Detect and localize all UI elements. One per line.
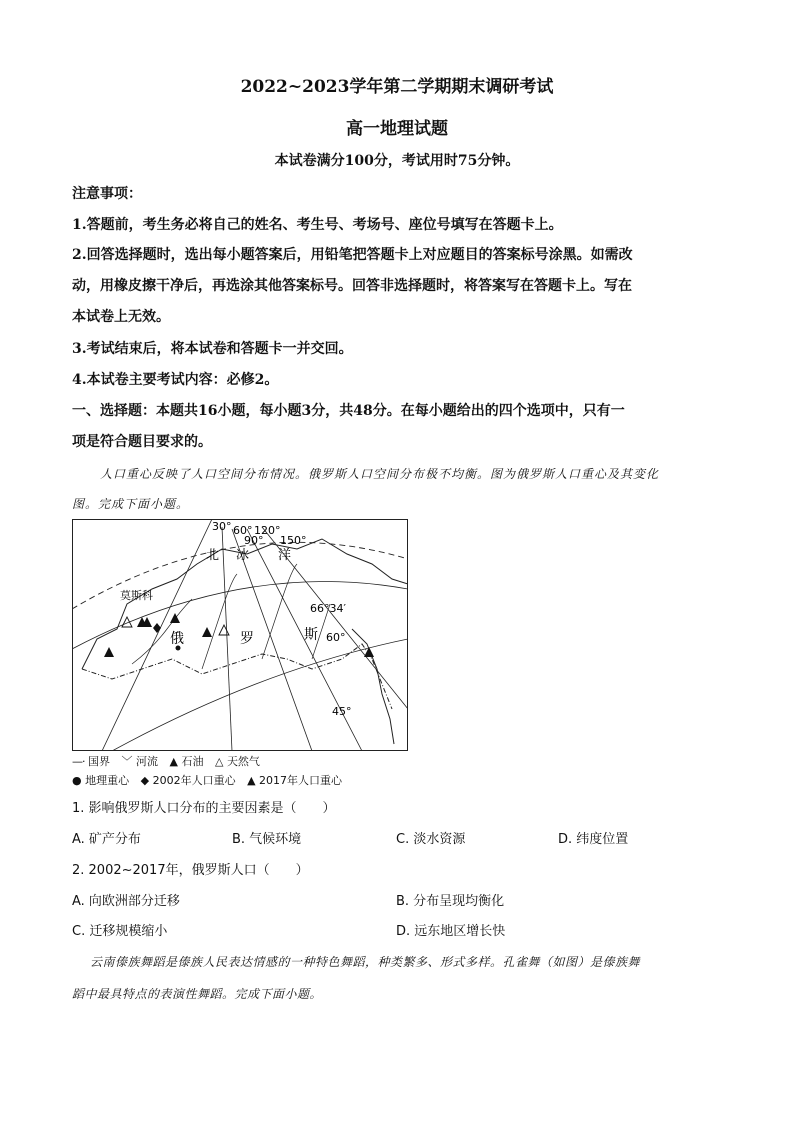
- lat-60-label: 60°: [326, 631, 346, 644]
- section-1-line-1: 一、选择题：本题共16小题，每小题3分，共48分。在每小题给出的四个选项中，只有一: [72, 403, 625, 419]
- lon-120-label: 120°: [254, 524, 281, 537]
- intro-2-line-1: 云南傣族舞蹈是傣族人民表达情感的一种特色舞蹈，种类繁多、形式多样。孔雀舞（如图）是傣族舞: [90, 955, 641, 969]
- q1-option-a[interactable]: A. 矿产分布: [72, 832, 141, 847]
- border-legend-icon: —·: [72, 755, 85, 768]
- geo-center-legend: 地理重心: [85, 774, 130, 787]
- question-1-stem: 1. 影响俄罗斯人口分布的主要因素是（ ）: [72, 801, 336, 816]
- lon-90-label: 90°: [244, 534, 264, 547]
- question-2-stem: 2. 2002~2017年，俄罗斯人口（ ）: [72, 863, 309, 878]
- russia-population-center-map: [72, 519, 408, 751]
- q2-option-c[interactable]: C. 迁移规模缩小: [72, 924, 168, 939]
- note-2-line-1: 2.回答选择题时，选出每小题答案后，用铅笔把答题卡上对应题目的答案标号涂黑。如需改: [72, 247, 633, 263]
- intro-2-line-2: 蹈中最具特点的表演性舞蹈。完成下面小题。: [72, 987, 323, 1001]
- gas-legend: 天然气: [226, 755, 260, 768]
- river-legend-icon: ﹀: [121, 755, 133, 768]
- country-char-3: 斯: [304, 627, 318, 643]
- oil-legend: 石油: [181, 755, 204, 768]
- exam-title: 2022~2023学年第二学期期末调研考试: [240, 77, 554, 97]
- lon-30-label: 30°: [212, 520, 232, 533]
- oil-legend-icon: ▲: [169, 755, 178, 768]
- pop2017-legend-icon: ▲: [247, 774, 256, 787]
- q2-option-a[interactable]: A. 向欧洲部分迁移: [72, 894, 180, 909]
- q1-option-d[interactable]: D. 纬度位置: [558, 832, 629, 847]
- ocean-char-2: 冰: [236, 548, 250, 563]
- ocean-char-3: 洋: [278, 548, 292, 563]
- pop2002-legend: 2002年人口重心: [152, 774, 236, 787]
- gas-legend-icon: △: [214, 755, 224, 768]
- moscow-label: 莫斯科: [120, 589, 153, 602]
- exam-info: 本试卷满分100分，考试用时75分钟。: [274, 153, 520, 169]
- lat-arctic-label: 66°34′: [310, 602, 346, 615]
- ocean-char-1: 北: [206, 548, 220, 563]
- q2-option-d[interactable]: D. 远东地区增长快: [396, 924, 506, 939]
- note-1: 1.答题前，考生务必将自己的姓名、考生号、考场号、座位号填写在答题卡上。: [72, 217, 563, 233]
- exam-subtitle: 高一地理试题: [346, 119, 448, 139]
- pop2002-legend-icon: ◆: [140, 774, 150, 787]
- intro-1-line-1: 人口重心反映了人口空间分布情况。俄罗斯人口空间分布极不均衡。图为俄罗斯人口重心及其变化: [100, 467, 660, 481]
- q1-option-c[interactable]: C. 淡水资源: [396, 832, 466, 847]
- border-legend: 国界: [88, 755, 110, 768]
- legend-row-2: [72, 772, 342, 788]
- pop2017-legend: 2017年人口重心: [259, 774, 343, 787]
- legend-row-1: [72, 753, 260, 769]
- river-legend: 河流: [136, 755, 158, 768]
- geo-center-legend-icon: ●: [72, 774, 82, 787]
- notes-heading: 注意事项：: [72, 186, 142, 202]
- q1-option-b[interactable]: B. 气候环境: [232, 832, 302, 847]
- note-4: 4.本试卷主要考试内容：必修2。: [72, 372, 279, 388]
- q2-option-b[interactable]: B. 分布呈现均衡化: [396, 894, 505, 909]
- lon-60-label: 60°: [233, 524, 253, 537]
- country-char-2: 罗: [240, 631, 254, 647]
- note-2-line-3: 本试卷上无效。: [72, 309, 170, 325]
- country-char-1: 俄: [170, 631, 184, 647]
- lon-150-label: 150°: [280, 534, 307, 547]
- note-2-line-2: 动，用橡皮擦干净后，再选涂其他答案标号。回答非选择题时，将答案写在答题卡上。写在: [72, 278, 632, 294]
- section-1-line-2: 项是符合题目要求的。: [72, 434, 212, 450]
- lat-45-label: 45°: [332, 705, 352, 718]
- note-3: 3.考试结束后，将本试卷和答题卡一并交回。: [72, 341, 353, 357]
- intro-1-line-2: 图。完成下面小题。: [72, 497, 190, 511]
